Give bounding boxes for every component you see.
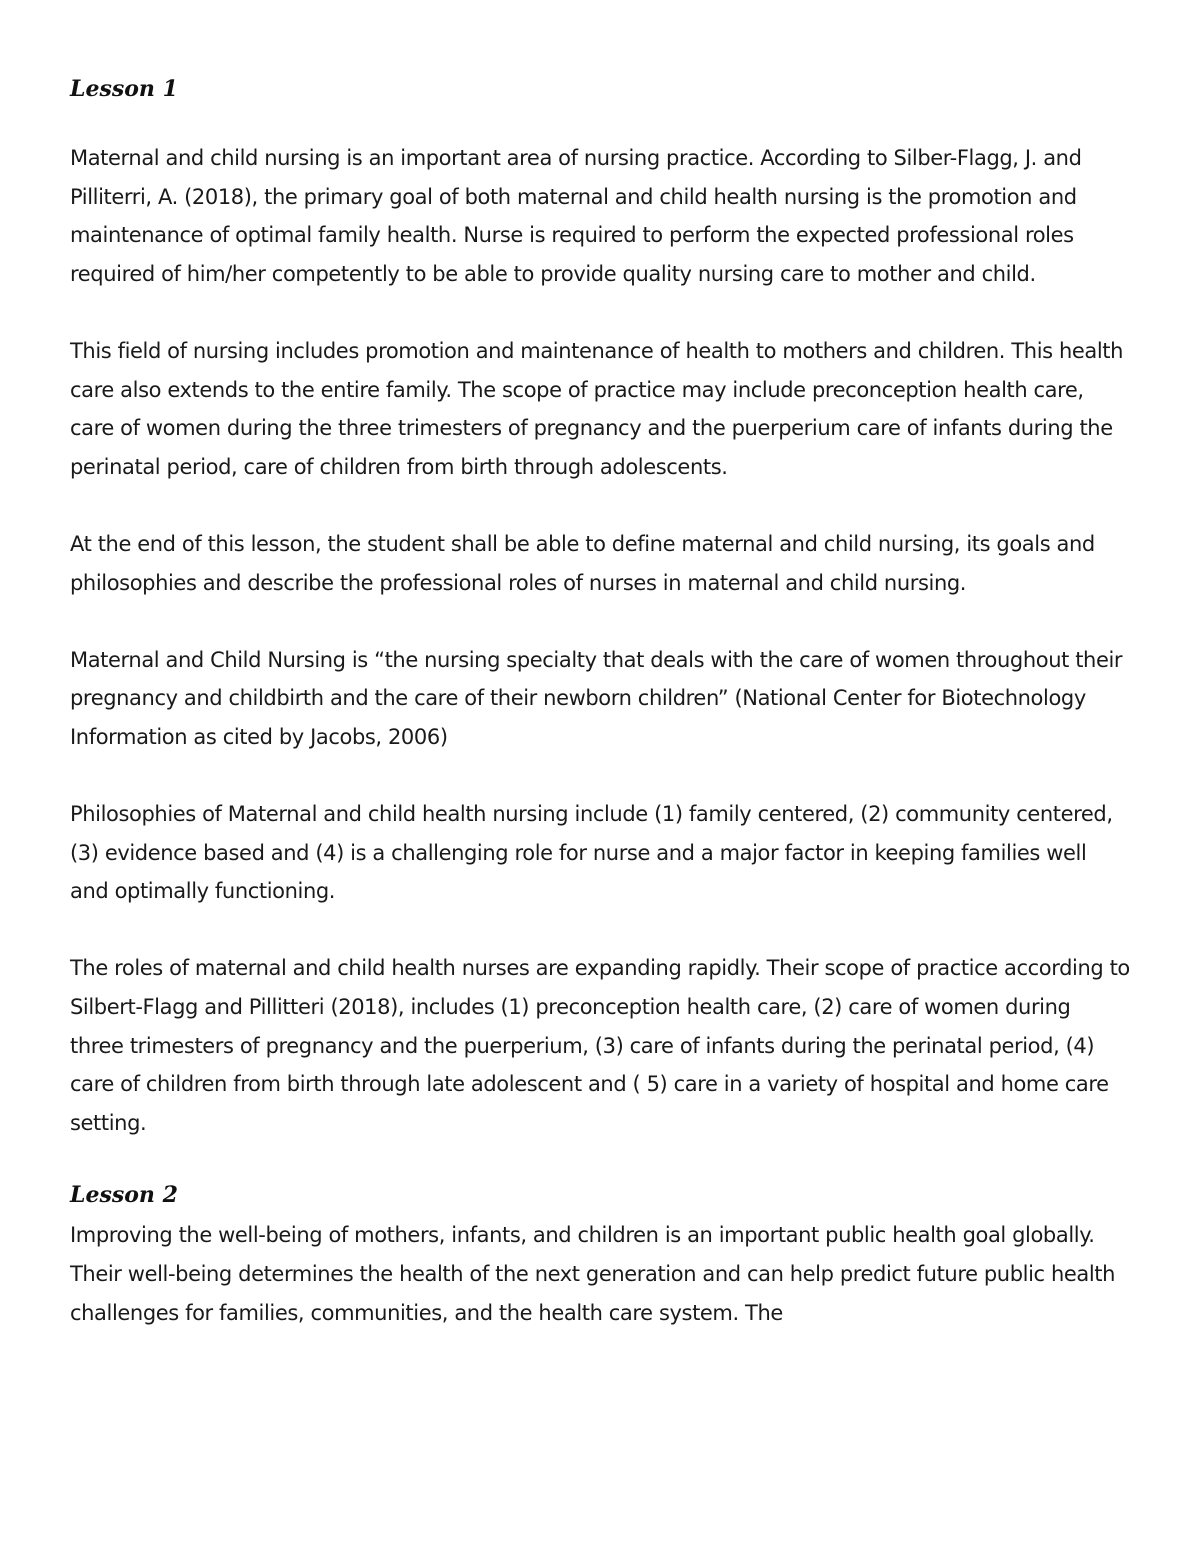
lesson-1-paragraph-2: This field of nursing includes promotion and maintenance of health to mothers and children. This health care also extends to the entire family. The scope of practice may include preconception health care, care of women during the three trimesters of pregnancy and the puerperium care of infants during the perinatal period, care of children from birth through adolescents. <box>70 338 1124 479</box>
lesson-1-paragraph-5: Philosophies of Maternal and child health nursing include (1) family centered, (2) community centered, (3) evidence based and (4) is a challenging role for nurse and a major factor in keeping families well and optimally functioning. <box>70 802 1113 904</box>
lesson-2-heading: Lesson 2 <box>70 1182 178 1209</box>
lesson-1-paragraph-6: The roles of maternal and child health nurses are expanding rapidly. Their scope of practice according to Silbert-Flagg and Pillitteri (2018), includes (1) preconception health care, (2) care of women during three trimesters of pregnancy and the puerperium, (3) care of infants during the perinatal period, (4) care of children from birth through late adolescent and ( 5) care in a variety of hospital and home care setting. <box>70 956 1130 1135</box>
lesson-1-paragraph-1: Maternal and child nursing is an important area of nursing practice. According to Silber-Flagg, J. and Pilliterri, A. (2018), the primary goal of both maternal and child health nursing is the promotion and maintenance of optimal family health. Nurse is required to perform the expected professional roles required of him/her competently to be able to provide quality nursing care to mother and child. <box>70 146 1082 286</box>
lesson-1-paragraph-3: At the end of this lesson, the student shall be able to define maternal and child nursing, its goals and philosophies and describe the professional roles of nurses in maternal and child nursing. <box>70 531 1095 595</box>
lesson-1-heading: Lesson 1 <box>70 76 178 102</box>
lesson-1-paragraph-4: Maternal and Child Nursing is “the nursing specialty that deals with the care of women throughout their pregnancy and childbirth and the care of their newborn children” (National Center for Biotechnology Information as cited by Jacobs, 2006) <box>70 647 1123 749</box>
lesson-2-paragraph-1: Improving the well-being of mothers, infants, and children is an important public health goal globally. Their well-being determines the health of the next generation and can help predict future public health challenges for families, communities, and the health care system. The <box>70 1223 1116 1325</box>
